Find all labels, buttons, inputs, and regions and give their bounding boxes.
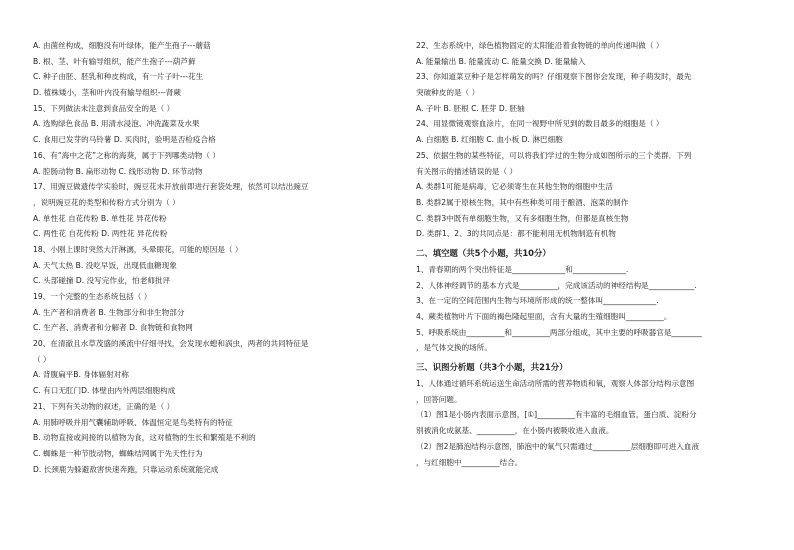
question-line: 21、下列有关动物的叙述，正确的是（ ） bbox=[33, 401, 175, 411]
question-line: 1、人体通过循环系统运送生命活动所需的营养物质和氧，观察人体部分结构示意图 bbox=[416, 379, 695, 389]
question-line: 25、依据生物的某些特征，可以将我们学过的生物分成如图所示的三个类群．下列 bbox=[416, 150, 692, 160]
question-line: 2、人体神经调节的基本方式是__________，完成该活动的神经结构是____________. bbox=[416, 280, 697, 290]
question-line: D. 植株矮小，茎和叶内没有输导组织---肾蕨 bbox=[33, 88, 181, 98]
question-line: 3、在一定的空间范围内生物与环境所形成的统一整体叫______________. bbox=[416, 296, 659, 306]
question-line: A. 腔肠动物 B. 扁形动物 C. 线形动物 D. 环节动物 bbox=[33, 166, 203, 176]
question-line: C. 蜘蛛是一种节肢动物，蜘蛛结网属于先天性行为 bbox=[33, 448, 203, 458]
question-line: 17、用豌豆做遗传学实验时，豌豆花未开放前即进行套袋处理，依然可以结出豌豆 bbox=[33, 182, 309, 192]
question-line: A. 单性花 自花传粉 B. 单性花 异花传粉 bbox=[33, 213, 167, 223]
left-column bbox=[33, 38, 378, 477]
question-line: A. 背腹扁平B. 身体辐射对称 bbox=[33, 370, 129, 380]
question-line: B. 动物直接或间接的以植物为食，这对植物的生长和繁殖是不利的 bbox=[33, 433, 256, 443]
question-line: C. 头部碰撞 D. 没写完作业，怕老师批评 bbox=[33, 276, 171, 286]
right-column bbox=[416, 38, 776, 470]
question-line: A. 能量输出 B. 能量流动 C. 能量交换 D. 能量输入 bbox=[416, 56, 586, 66]
question-line: A. 选购绿色食品 B. 用清水浸泡、冲洗蔬菜及水果 bbox=[33, 119, 200, 129]
question-line: C. 食用已发芽的马铃薯 D. 买肉时，验明是否检疫合格 bbox=[33, 135, 216, 145]
question-line: 24、用显微镜观察血涂片，在同一视野中所见到的数目最多的细胞是（ ） bbox=[416, 119, 664, 129]
section-heading: 二、填空题（共5个小题，共10分） bbox=[416, 247, 551, 258]
question-line: A. 天气太热 B. 没吃早饭，出现低血糖现象 bbox=[33, 260, 177, 270]
question-line: D. 长颈鹿为躲避敌害快速奔跑，只靠运动系统就能完成 bbox=[33, 464, 219, 474]
question-line: B. 类群2属于原核生物，其中有些种类可用于酿酒、泡菜的制作 bbox=[416, 197, 629, 207]
question-line: D. 类群1、2、3的共同点是：都不能利用无机物制造有机物 bbox=[416, 229, 616, 239]
question-line: C. 有口无肛门D. 体壁由内外两层细胞构成 bbox=[33, 386, 176, 396]
question-line: 5、呼吸系统由__________和__________两部分组成，其中主要的呼吸器官是________ bbox=[416, 327, 702, 337]
question-line: 别被消化成氨基、__________，在小肠内被吸收进入血液。 bbox=[416, 426, 614, 436]
question-line: 4、蕨类植物叶片下面的褐色隆起里面，含有大量的生殖细胞叫__________。 bbox=[416, 312, 672, 321]
section-heading: 三、识图分析题（共3个小题，共21分） bbox=[416, 362, 568, 373]
question-line: A. 由菌丝构成，细胞没有叶绿体，能产生孢子---蘑菇 bbox=[33, 41, 211, 50]
question-line: 20、在清澈且水草茂盛的溪流中仔细寻找，会发现水螅和涡虫，两者的共同特征是 bbox=[33, 339, 309, 349]
question-line: 15、下列做法未注意到食品安全的是（ ） bbox=[33, 103, 175, 113]
question-line: ，与红细胞中__________结合。 bbox=[416, 457, 523, 467]
question-line: C. 两性花 自花传粉 D. 两性花 异花传粉 bbox=[33, 229, 168, 239]
question-line: （2）图2是肺泡结构示意图，肺泡中的氧气只需通过__________层细胞即可进入血液 bbox=[416, 441, 700, 451]
question-line: 18、小刚上课时突然大汗淋漓，头晕眼花，可能的原因是（ ） bbox=[33, 244, 243, 254]
question-line: ，是气体交换的场所。 bbox=[416, 343, 492, 353]
question-line: 有关图示的描述错误的是（ ） bbox=[416, 166, 518, 176]
question-line: 23、你知道菜豆种子是怎样萌发的吗？仔细观察下图你会发现，种子萌发时，最先 bbox=[416, 72, 692, 82]
question-line: C. 种子由胚、胚乳和种皮构成，有一片子叶---花生 bbox=[33, 72, 204, 82]
question-line: ，回答问题。 bbox=[416, 394, 462, 404]
question-line: A. 生产者和消费者 B. 生物部分和非生物部分 bbox=[33, 307, 185, 317]
question-line: B. 根、茎、叶有输导组织，能产生孢子---葫芦藓 bbox=[33, 56, 196, 66]
question-line: （ ） bbox=[33, 354, 51, 364]
question-line: 19、一个完整的生态系统包括（ ） bbox=[33, 292, 152, 301]
question-line: ，说明豌豆花的类型和传粉方式分别为（ ） bbox=[33, 197, 180, 207]
question-line: C. 生产者、消费者和分解者 D. 食物链和食物网 bbox=[33, 323, 193, 333]
question-line: 22、生态系统中，绿色植物固定的太阳能沿着食物链的单向传递叫做（ ） bbox=[416, 41, 664, 50]
question-line: A. 白细胞 B. 红细胞 C. 血小板 D. 淋巴细胞 bbox=[416, 135, 563, 145]
question-line: C. 类群3中既有单细胞生物，又有多细胞生物，但都是真核生物 bbox=[416, 213, 629, 223]
question-line: 1、青春期的两个突出特征是______________和______________. bbox=[416, 264, 629, 274]
question-line: 16、有“海中之花”之称的海葵，属于下列哪类动物（ ） bbox=[33, 150, 221, 160]
question-line: （1）图1是小肠内表面示意图，[①]__________有丰富的毛细血管，蛋白质、淀粉分 bbox=[416, 410, 697, 420]
question-line: A. 类群1可能是病毒，它必须寄生在其他生物的细胞中生活 bbox=[416, 182, 613, 192]
question-line: A. 子叶 B. 胚根 C. 胚芽 D. 胚轴 bbox=[416, 103, 525, 113]
question-line: A. 用肺呼吸并用气囊辅助呼吸、体温恒定是鸟类特有的特征 bbox=[33, 417, 233, 427]
question-line: 突破种皮的是（ ） bbox=[416, 88, 480, 98]
